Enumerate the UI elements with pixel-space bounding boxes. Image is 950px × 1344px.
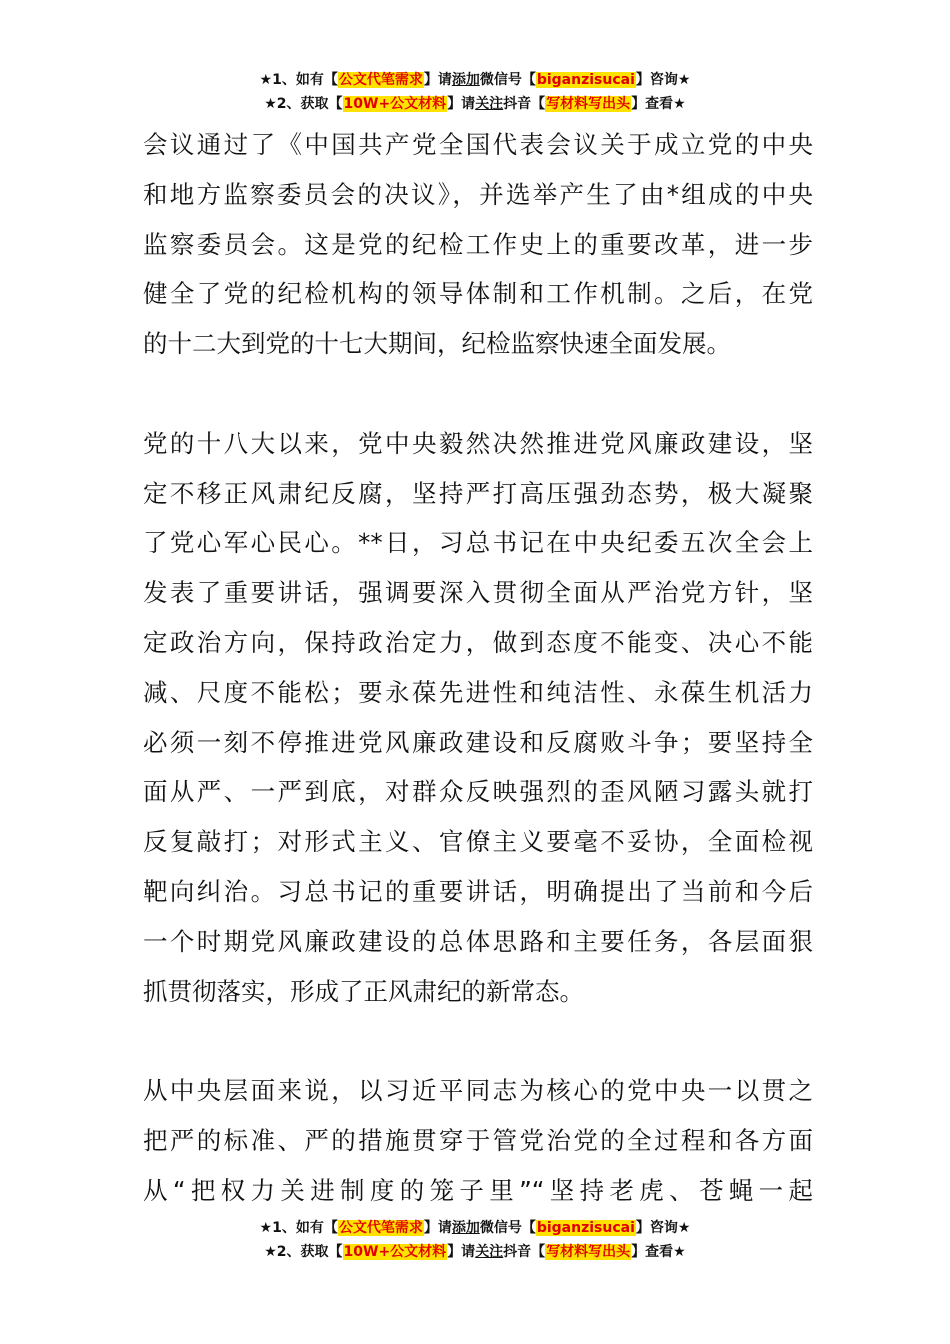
banner-text: ★1、如有【 (259, 72, 338, 88)
banner-text: 】查看★ (631, 96, 686, 112)
text-line: 定不移正风肃纪反腐，坚持严打高压强劲态势，极大凝聚 (143, 478, 813, 508)
text-line: 了党心军心民心。**日，习总书记在中央纪委五次全会上 (143, 528, 813, 558)
banner-line-1 (0, 68, 950, 92)
text-line: 监察委员会。这是党的纪检工作史上的重要改革，进一步 (143, 229, 813, 259)
banner-text: 】咨询★ (635, 1220, 691, 1236)
footer-banner (0, 1216, 950, 1264)
text-line: 党的十八大以来，党中央毅然决然推进党风廉政建设，坚 (143, 428, 813, 458)
banner-underlined-text: 添加 (451, 1220, 480, 1236)
text-line: 面从严、一严到底，对群众反映强烈的歪风陋习露头就打 (143, 777, 813, 807)
banner-text: 】请 (423, 1220, 452, 1236)
document-body (143, 120, 813, 1216)
banner-underlined-text: 关注 (475, 96, 504, 112)
highlight-materials: 10W+公文材料 (343, 1244, 447, 1260)
paragraph-gap (143, 369, 813, 419)
text-line: 减、尺度不能松；要永葆先进性和纯洁性、永葆生机活力 (143, 677, 813, 707)
banner-underlined-text: 添加 (451, 72, 480, 88)
header-banner (0, 68, 950, 116)
highlight-service: 公文代笔需求 (338, 1220, 423, 1236)
banner-line-2 (0, 92, 950, 116)
highlight-materials: 10W+公文材料 (343, 96, 447, 112)
text-line: 把严的标准、严的措施贯穿于管党治党的全过程和各方面 (143, 1125, 813, 1155)
banner-text: 】咨询★ (635, 72, 691, 88)
text-line: 健全了党的纪检机构的领导体制和工作机制。之后，在党 (143, 279, 813, 309)
banner-line-1 (0, 1216, 950, 1240)
highlight-douyin-id: 写材料写出头 (546, 96, 631, 112)
banner-text: 】查看★ (631, 1244, 686, 1260)
paragraph (143, 419, 813, 1017)
highlight-wechat-id: biganzisucai (536, 1220, 635, 1236)
text-line: 从中央层面来说，以习近平同志为核心的党中央一以贯之 (143, 1076, 813, 1106)
banner-text: ★2、获取【 (264, 96, 343, 112)
text-line: 和地方监察委员会的决议》，并选举产生了由*组成的中央 (143, 179, 813, 209)
banner-text: 】请 (447, 1244, 476, 1260)
banner-text: 抖音【 (503, 96, 546, 112)
banner-text: 】请 (447, 96, 476, 112)
text-line: 发表了重要讲话，强调要深入贯彻全面从严治党方针，坚 (143, 578, 813, 608)
paragraph-gap (143, 1016, 813, 1066)
text-line: 靶向纠治。习总书记的重要讲话，明确提出了当前和今后 (143, 876, 813, 906)
text-line: 会议通过了《中国共产党全国代表会议关于成立党的中央 (143, 130, 813, 159)
text-line: 从“把权力关进制度的笼子里”“坚持老虎、苍蝇一起 (143, 1175, 813, 1205)
paragraph (143, 120, 813, 369)
text-line: 反复敲打；对形式主义、官僚主义要毫不妥协，全面检视 (143, 827, 813, 857)
paragraph (143, 1066, 813, 1215)
text-line: 必须一刻不停推进党风廉政建设和反腐败斗争；要坚持全 (143, 727, 813, 757)
banner-text: ★2、获取【 (264, 1244, 343, 1260)
text-line: 抓贯彻落实，形成了正风肃纪的新常态。 (143, 976, 584, 1006)
text-line: 定政治方向，保持政治定力，做到态度不能变、决心不能 (143, 627, 813, 657)
text-line: 一个时期党风廉政建设的总体思路和主要任务，各层面狠 (143, 926, 813, 956)
banner-text: 微信号【 (479, 72, 536, 88)
highlight-douyin-id: 写材料写出头 (546, 1244, 631, 1260)
banner-text: ★1、如有【 (259, 1220, 338, 1236)
text-line: 的十二大到党的十七大期间，纪检监察快速全面发展。 (143, 329, 731, 359)
banner-text: 微信号【 (479, 1220, 536, 1236)
highlight-wechat-id: biganzisucai (536, 72, 635, 88)
banner-line-2 (0, 1240, 950, 1264)
banner-text: 抖音【 (503, 1244, 546, 1260)
banner-text: 】请 (423, 72, 452, 88)
banner-underlined-text: 关注 (475, 1244, 504, 1260)
highlight-service: 公文代笔需求 (338, 72, 423, 88)
